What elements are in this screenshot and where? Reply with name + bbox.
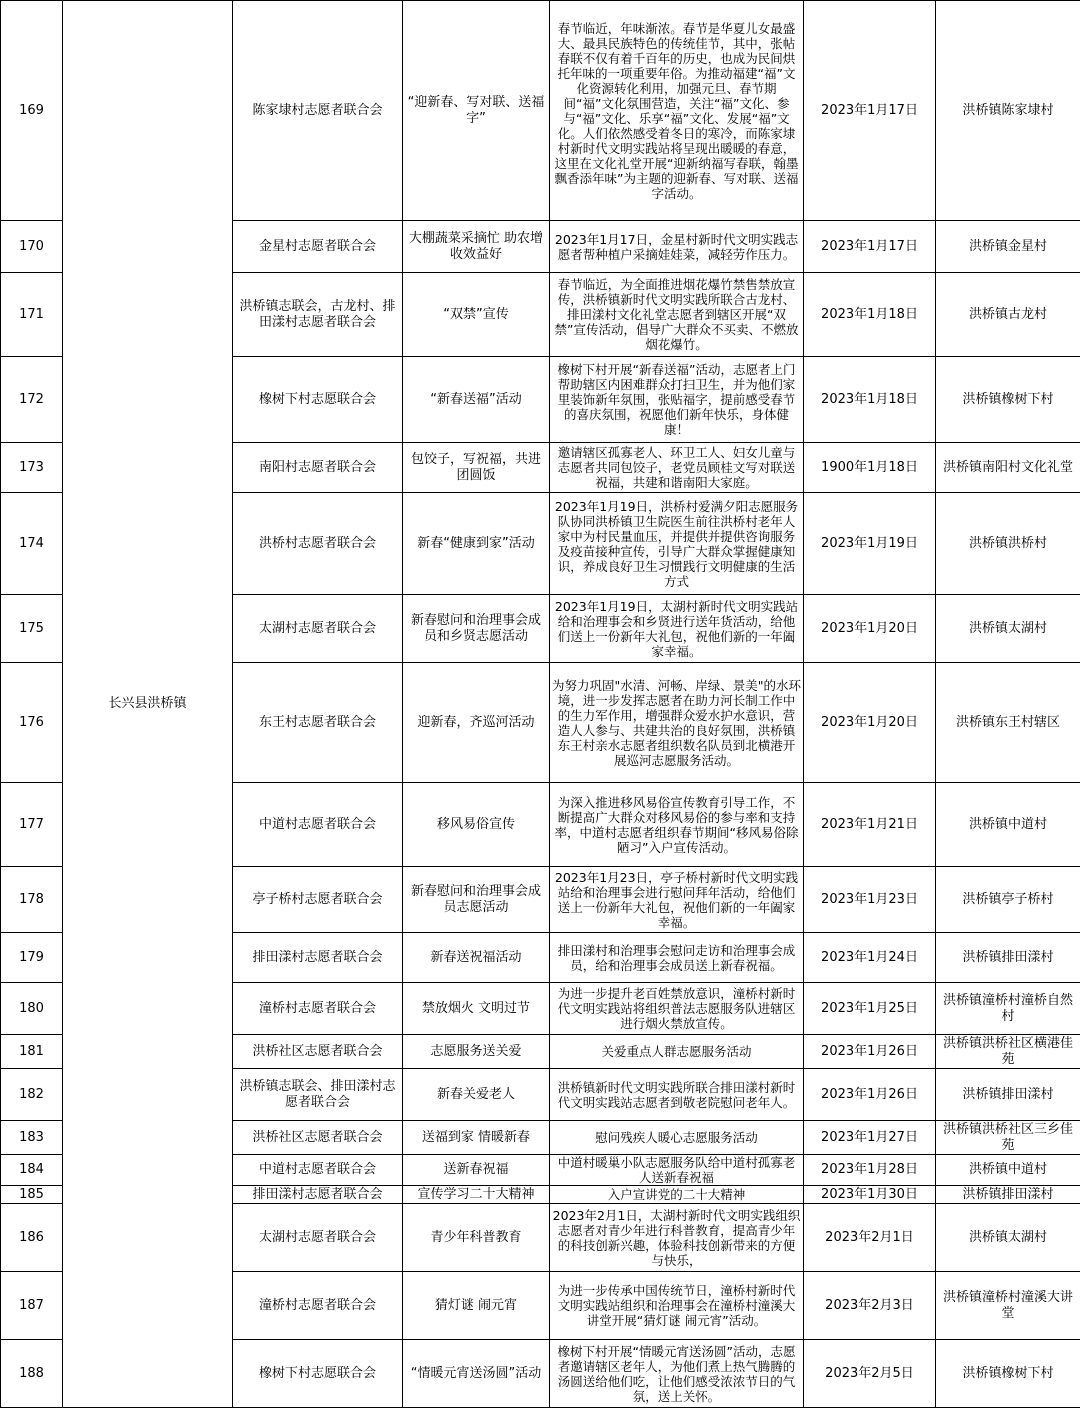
organizer-cell: 东王村志愿者联合会 (233, 663, 403, 783)
row-number: 179 (1, 933, 63, 983)
location-cell: 洪桥镇太湖村 (936, 595, 1080, 663)
row-number: 175 (1, 595, 63, 663)
row-number: 169 (1, 1, 63, 221)
date-cell: 2023年1月17日 (804, 221, 936, 273)
location-cell: 洪桥镇古龙村 (936, 273, 1080, 357)
organizer-cell: 南阳村志愿者联合会 (233, 443, 403, 493)
activity-title-cell: 送新春祝福 (403, 1155, 550, 1186)
date-cell: 1900年1月18日 (804, 443, 936, 493)
date-cell: 2023年1月18日 (804, 273, 936, 357)
organizer-cell: 洪桥社区志愿者联合会 (233, 1035, 403, 1069)
location-cell: 洪桥镇洪桥村 (936, 493, 1080, 595)
organizer-cell: 橡树下村志愿联合会 (233, 1340, 403, 1408)
activity-title-cell: 新春“健康到家”活动 (403, 493, 550, 595)
location-cell: 洪桥镇橡树下村 (936, 357, 1080, 443)
activity-content-cell: 洪桥镇新时代文明实践所联合排田漾村新时代文明实践站志愿者到敬老院慰问老年人。 (550, 1069, 804, 1121)
row-number: 184 (1, 1155, 63, 1186)
activity-content-cell: 为进一步提升老百姓禁放意识，潼桥村新时代文明实践站将组织普法志愿服务队进辖区进行烟火禁放宣传。 (550, 983, 804, 1035)
location-cell: 洪桥镇中道村 (936, 1155, 1080, 1186)
activity-content-cell: 慰问残疾人暖心志愿服务活动 (550, 1121, 804, 1155)
activity-title-cell: 新春关爱老人 (403, 1069, 550, 1121)
activity-content-cell: 排田漾村和治理事会慰问走访和治理事会成员，给和治理事会成员送上新春祝福。 (550, 933, 804, 983)
activity-content-cell: 春节临近，年味渐浓。春节是华夏儿女最盛大、最具民族特色的传统佳节，其中，张帖春联不仅有着千百年的历史，也成为民间烘托年味的一项重要年俗。为推动福建“福”文化资源转化利用，加强元旦、春节期间“福”文化氛围营造，关注“福”文化、参与“福”文化、乐享“福”文化、发展“福”文化。人们依然感受着冬日的寒冷，而陈家埭村新时代文明实践站将呈现出暖暖的春意，这里在文化礼堂开展“迎新纳福写春联，翰墨飘香添年味”为主题的迎新春、写对联、送福字活动。 (550, 1, 804, 221)
date-cell: 2023年1月20日 (804, 595, 936, 663)
organizer-cell: 洪桥镇志联会、排田漾村志愿者联合会 (233, 1069, 403, 1121)
activity-content-cell: 中道村暖巢小队志愿服务队给中道村孤寡老人送新春祝福 (550, 1155, 804, 1186)
row-number: 183 (1, 1121, 63, 1155)
activity-content-cell: 2023年2月1日，太湖村新时代文明实践组织志愿者对青少年进行科普教育，提高青少年的科技创新兴趣，体验科技创新带来的方便与快乐， (550, 1204, 804, 1272)
activity-content-cell: 为进一步传承中国传统节日，潼桥村新时代文明实践站组织和治理事会在潼桥村潼溪大讲堂开展“猜灯谜 闹元宵”活动。 (550, 1272, 804, 1340)
activity-title-cell: 猜灯谜 闹元宵 (403, 1272, 550, 1340)
row-number: 187 (1, 1272, 63, 1340)
location-cell: 洪桥镇亭子桥村 (936, 867, 1080, 933)
organizer-cell: 太湖村志愿者联合会 (233, 595, 403, 663)
date-cell: 2023年1月21日 (804, 783, 936, 867)
date-cell: 2023年1月18日 (804, 357, 936, 443)
activity-content-cell: 2023年1月19日，太湖村新时代文明实践站给和治理事会和乡贤进行送年货活动，给他们送上一份新年大礼包，祝他们新的一年阖家幸福。 (550, 595, 804, 663)
row-number: 188 (1, 1340, 63, 1408)
date-cell: 2023年1月30日 (804, 1186, 936, 1204)
activity-content-cell: 邀请辖区孤寡老人、环卫工人、妇女儿童与志愿者共同包饺子，老党员顾桂文写对联送祝福，共建和谐南阳大家庭。 (550, 443, 804, 493)
date-cell: 2023年1月28日 (804, 1155, 936, 1186)
activity-content-cell: 2023年1月23日，亭子桥村新时代文明实践站给和治理事会进行慰问拜年活动，给他们送上一份新年大礼包，祝他们新的一年阖家幸福。 (550, 867, 804, 933)
activity-content-cell: 春节临近，为全面推进烟花爆竹禁售禁放宣传，洪桥镇新时代文明实践所联合古龙村、排田漾村文化礼堂志愿者到辖区开展“双禁”宣传活动，倡导广大群众不买卖、不燃放烟花爆竹。 (550, 273, 804, 357)
date-cell: 2023年2月5日 (804, 1340, 936, 1408)
organizer-cell: 洪桥村志愿者联合会 (233, 493, 403, 595)
location-cell: 洪桥镇金星村 (936, 221, 1080, 273)
row-number: 178 (1, 867, 63, 933)
activity-title-cell: 移风易俗宣传 (403, 783, 550, 867)
organizer-cell: 排田漾村志愿者联合会 (233, 933, 403, 983)
row-number: 173 (1, 443, 63, 493)
row-number: 186 (1, 1204, 63, 1272)
activity-title-cell: 迎新春，齐巡河活动 (403, 663, 550, 783)
activity-title-cell: “双禁”宣传 (403, 273, 550, 357)
town-cell: 长兴县洪桥镇 (63, 1, 233, 1408)
row-number: 181 (1, 1035, 63, 1069)
table-row (1, 1, 1080, 221)
activity-content-cell: 关爱重点人群志愿服务活动 (550, 1035, 804, 1069)
location-cell: 洪桥镇洪桥社区横港佳苑 (936, 1035, 1080, 1069)
activity-content-cell: 为努力巩固"水清、河畅、岸绿、景美"的水环境，进一步发挥志愿者在助力河长制工作中的生力军作用，增强群众爱水护水意识，营造人人参与、共建共治的良好氛围，洪桥镇东王村亲水志愿者组织数名队员到北横港开展巡河志愿服务活动。 (550, 663, 804, 783)
activity-title-cell: 新春慰问和治理事会成员和乡贤志愿活动 (403, 595, 550, 663)
location-cell: 洪桥镇排田漾村 (936, 1069, 1080, 1121)
location-cell: 洪桥镇潼桥村潼溪大讲堂 (936, 1272, 1080, 1340)
activity-content-cell: 2023年1月17日，金星村新时代文明实践志愿者帮种植户采摘娃娃菜，减轻劳作压力。 (550, 221, 804, 273)
date-cell: 2023年1月26日 (804, 1069, 936, 1121)
organizer-cell: 洪桥社区志愿者联合会 (233, 1121, 403, 1155)
location-cell: 洪桥镇中道村 (936, 783, 1080, 867)
row-number: 172 (1, 357, 63, 443)
location-cell: 洪桥镇洪桥社区三乡佳苑 (936, 1121, 1080, 1155)
date-cell: 2023年1月23日 (804, 867, 936, 933)
activity-content-cell: 为深入推进移风易俗宣传教育引导工作，不断提高广大群众对移风易俗的参与率和支持率，中道村志愿者组织春节期间“移风易俗除陋习”入户宣传活动。 (550, 783, 804, 867)
organizer-cell: 洪桥镇志联会，古龙村、排田漾村志愿者联合会 (233, 273, 403, 357)
activity-title-cell: 志愿服务送关爱 (403, 1035, 550, 1069)
date-cell: 2023年2月3日 (804, 1272, 936, 1340)
activity-title-cell: 大棚蔬菜采摘忙 助农增收效益好 (403, 221, 550, 273)
activity-title-cell: “情暖元宵送汤圆”活动 (403, 1340, 550, 1408)
row-number: 176 (1, 663, 63, 783)
row-number: 170 (1, 221, 63, 273)
date-cell: 2023年1月26日 (804, 1035, 936, 1069)
activity-title-cell: “新春送福”活动 (403, 357, 550, 443)
organizer-cell: 潼桥村志愿者联合会 (233, 1272, 403, 1340)
activity-title-cell: 包饺子，写祝福，共进团圆饭 (403, 443, 550, 493)
location-cell: 洪桥镇太湖村 (936, 1204, 1080, 1272)
date-cell: 2023年1月20日 (804, 663, 936, 783)
row-number: 174 (1, 493, 63, 595)
organizer-cell: 橡树下村志愿联合会 (233, 357, 403, 443)
location-cell: 洪桥镇陈家埭村 (936, 1, 1080, 221)
organizer-cell: 太湖村志愿者联合会 (233, 1204, 403, 1272)
date-cell: 2023年2月1日 (804, 1204, 936, 1272)
row-number: 185 (1, 1186, 63, 1204)
location-cell: 洪桥镇南阳村文化礼堂 (936, 443, 1080, 493)
activity-title-cell: 青少年科普教育 (403, 1204, 550, 1272)
activity-title-cell: 新春送祝福活动 (403, 933, 550, 983)
activity-title-cell: “迎新春、写对联、送福字” (403, 1, 550, 221)
row-number: 182 (1, 1069, 63, 1121)
location-cell: 洪桥镇潼桥村潼桥自然村 (936, 983, 1080, 1035)
activity-content-cell: 2023年1月19日，洪桥村爱满夕阳志愿服务队协同洪桥镇卫生院医生前往洪桥村老年人家中为村民量血压，并提供并提供咨询服务及疫苗接种宣传，引导广大群众掌握健康知识，养成良好卫生习惯践行文明健康的生活方式 (550, 493, 804, 595)
date-cell: 2023年1月19日 (804, 493, 936, 595)
organizer-cell: 陈家埭村志愿者联合会 (233, 1, 403, 221)
location-cell: 洪桥镇橡树下村 (936, 1340, 1080, 1408)
activity-title-cell: 送福到家 情暖新春 (403, 1121, 550, 1155)
row-number: 180 (1, 983, 63, 1035)
organizer-cell: 中道村志愿者联合会 (233, 783, 403, 867)
date-cell: 2023年1月27日 (804, 1121, 936, 1155)
location-cell: 洪桥镇东王村辖区 (936, 663, 1080, 783)
organizer-cell: 中道村志愿者联合会 (233, 1155, 403, 1186)
date-cell: 2023年1月25日 (804, 983, 936, 1035)
activity-title-cell: 宣传学习二十大精神 (403, 1186, 550, 1204)
date-cell: 2023年1月24日 (804, 933, 936, 983)
location-cell: 洪桥镇排田漾村 (936, 1186, 1080, 1204)
row-number: 171 (1, 273, 63, 357)
organizer-cell: 金星村志愿者联合会 (233, 221, 403, 273)
activity-title-cell: 新春慰问和治理事会成员志愿活动 (403, 867, 550, 933)
row-number: 177 (1, 783, 63, 867)
organizer-cell: 亭子桥村志愿者联合会 (233, 867, 403, 933)
activity-content-cell: 橡树下村开展“情暖元宵送汤圆”活动，志愿者邀请辖区老年人，为他们煮上热气腾腾的汤圆送给他们吃，让他们感受浓浓节日的气氛，送上关怀。 (550, 1340, 804, 1408)
organizer-cell: 潼桥村志愿者联合会 (233, 983, 403, 1035)
organizer-cell: 排田漾村志愿者联合会 (233, 1186, 403, 1204)
activity-content-cell: 橡树下村开展“新春送福”活动，志愿者上门帮助辖区内困难群众打扫卫生，并为他们家里装饰新年氛围，张贴福字，提前感受春节的喜庆氛围，祝愿他们新年快乐，身体健康！ (550, 357, 804, 443)
activity-title-cell: 禁放烟火 文明过节 (403, 983, 550, 1035)
date-cell: 2023年1月17日 (804, 1, 936, 221)
activity-content-cell: 入户宣讲党的二十大精神 (550, 1186, 804, 1204)
location-cell: 洪桥镇排田漾村 (936, 933, 1080, 983)
